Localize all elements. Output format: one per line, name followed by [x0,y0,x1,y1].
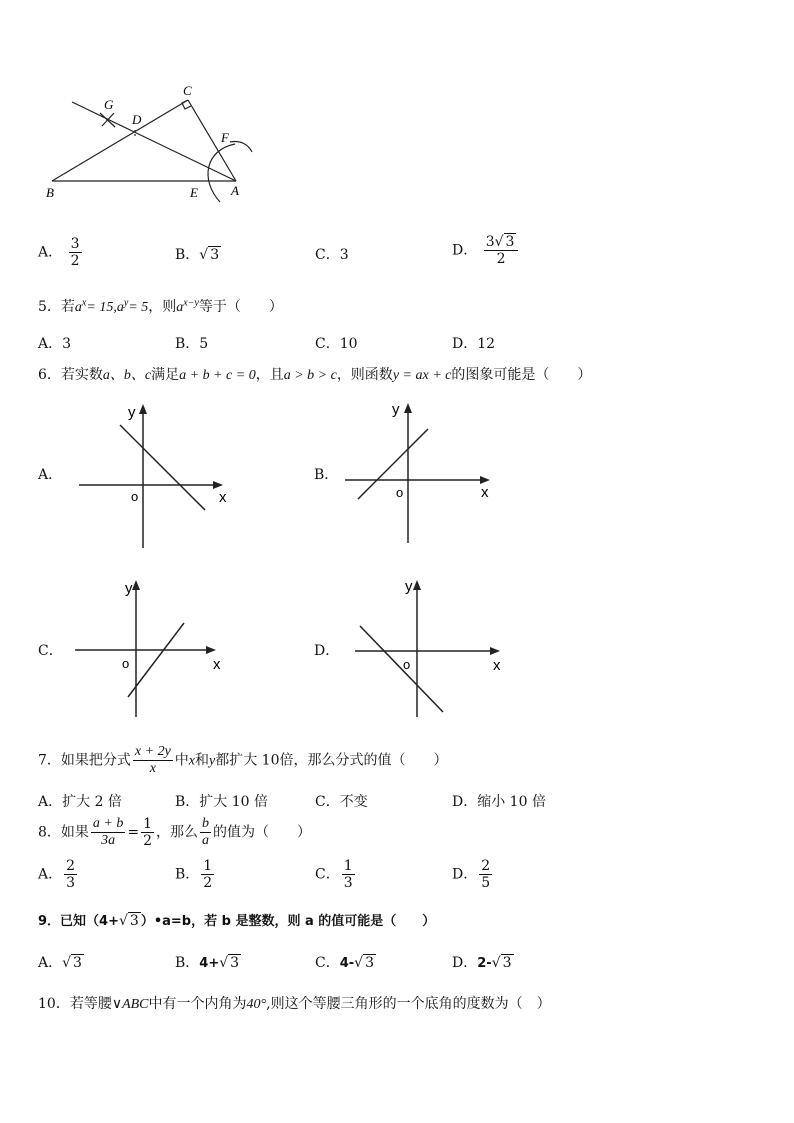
q7-option-b[interactable]: B．扩大 10 倍 [175,794,269,810]
q6-option-b-label[interactable]: B． [314,467,339,483]
arc-right [230,141,252,152]
x-arrow [206,646,216,654]
q4-option-b[interactable] [175,244,221,264]
fraction: $\frac{x + 2y}{x}$ [134,744,171,776]
x-label: x [213,656,221,673]
origin-label: o [131,489,139,504]
question-10: 10．若等腰∨ABC中有一个内角为40°,则这个等腰三角形的一个底角的度数为（ ） [38,996,551,1012]
label-b: B [46,185,54,200]
q7-option-d[interactable]: D．缩小 10 倍 [452,794,546,810]
y-arrow [139,404,147,414]
question-8: 8．如果 $\frac{a + b}{3a}$ = $\frac{1}{2}$ ，那么 $\frac{b}{a}$ 的值为（ ） [38,816,312,849]
y-arrow [132,580,140,590]
right-angle-mark [182,100,191,109]
fraction: $\frac{3√ 3}{2}$ [484,234,519,267]
x-label: x [481,484,489,501]
x-label: x [219,489,227,506]
function-line [358,429,428,499]
question-9: 9．已知（4+√ 3 ）•a=b，若 b 是整数，则 a 的值可能是（ ） [38,913,436,929]
origin-label: o [396,485,404,500]
q8-option-c[interactable]: C． $\frac{1}{3}$ [315,858,353,891]
label-a: A [231,183,239,198]
segment-bc [52,100,188,181]
q8-option-b[interactable]: B． $\frac{1}{2}$ [175,858,213,891]
q4-option-c[interactable]: C．3 [315,247,349,263]
fraction: $\frac{a + b}{3a}$ [92,816,124,848]
q5-option-c[interactable]: C．10 [315,336,358,352]
q6-graph-d[interactable] [350,572,510,722]
q7-option-c[interactable]: C．不变 [315,794,368,810]
y-arrow [413,580,421,590]
q5-option-d[interactable]: D．12 [452,336,496,352]
triangle-figure [40,80,270,205]
q4-option-a[interactable] [38,236,84,269]
arc-mark-g [100,113,115,127]
y-label: y [125,580,133,597]
label-e: E [190,185,198,200]
q7-option-a[interactable]: A．扩大 2 倍 [38,794,122,810]
label-g: G [104,97,114,112]
function-line [360,626,443,712]
q6-graph-a[interactable] [75,400,235,552]
q9-option-d[interactable]: D．2-√ 3 [452,955,512,971]
sqrt-symbol: √ 3 [199,247,220,263]
y-label: y [128,404,136,421]
q9-option-b[interactable]: B．4+√ 3 [175,955,240,971]
q4-option-d[interactable] [452,234,520,267]
x-arrow [490,647,500,655]
x-arrow [213,481,223,489]
question-6: 6．若实数a、b、c满足a + b + c = 0，且a > b > c，则函数y = ax + c的图象可能是（ ） [38,367,592,383]
y-label: y [405,578,413,595]
q5-option-a[interactable]: A．3 [38,336,72,352]
option-letter: C． [315,247,340,263]
origin-label: o [122,656,130,671]
label-d: D [132,112,142,127]
q9-option-a[interactable]: A．√ 3 [38,955,82,971]
label-c: C [183,83,192,98]
option-letter: B． [175,247,200,263]
q8-option-a[interactable]: A． $\frac{2}{3}$ [38,858,76,891]
q6-option-d-label[interactable]: D． [314,643,340,659]
x-arrow [480,476,490,484]
q6-option-a-label[interactable]: A． [38,467,63,483]
x-label: x [493,657,501,674]
q9-option-c[interactable]: C．4-√ 3 [315,955,375,971]
question-5: 5．若$a^x= 15,a^y= 5$，则$a^{x-y}$等于（ ） [38,297,283,315]
q5-option-b[interactable]: B．5 [175,336,209,352]
q6-option-c-label[interactable]: C． [38,643,63,659]
q8-option-d[interactable]: D． $\frac{2}{5}$ [452,858,491,891]
fraction: $\frac{3}{2}$ [70,236,80,269]
question-7: 7．如果把分式 $\frac{x + 2y}{x}$ 中x和y都扩大 10倍，那么分式的值（ ） [38,744,448,776]
option-letter: A． [38,244,63,261]
y-arrow [404,403,412,413]
y-label: y [392,401,400,418]
fraction: $\frac{b}{a}$ [202,816,210,848]
q6-graph-b[interactable] [340,395,500,547]
sqrt-symbol: √ 3 [118,913,139,929]
fraction: $\frac{1}{2}$ [143,816,153,849]
origin-label: o [403,657,411,672]
bisector-line [72,102,236,181]
q6-graph-c[interactable] [70,572,230,722]
label-f: F [221,130,229,145]
option-letter: D． [452,242,478,259]
